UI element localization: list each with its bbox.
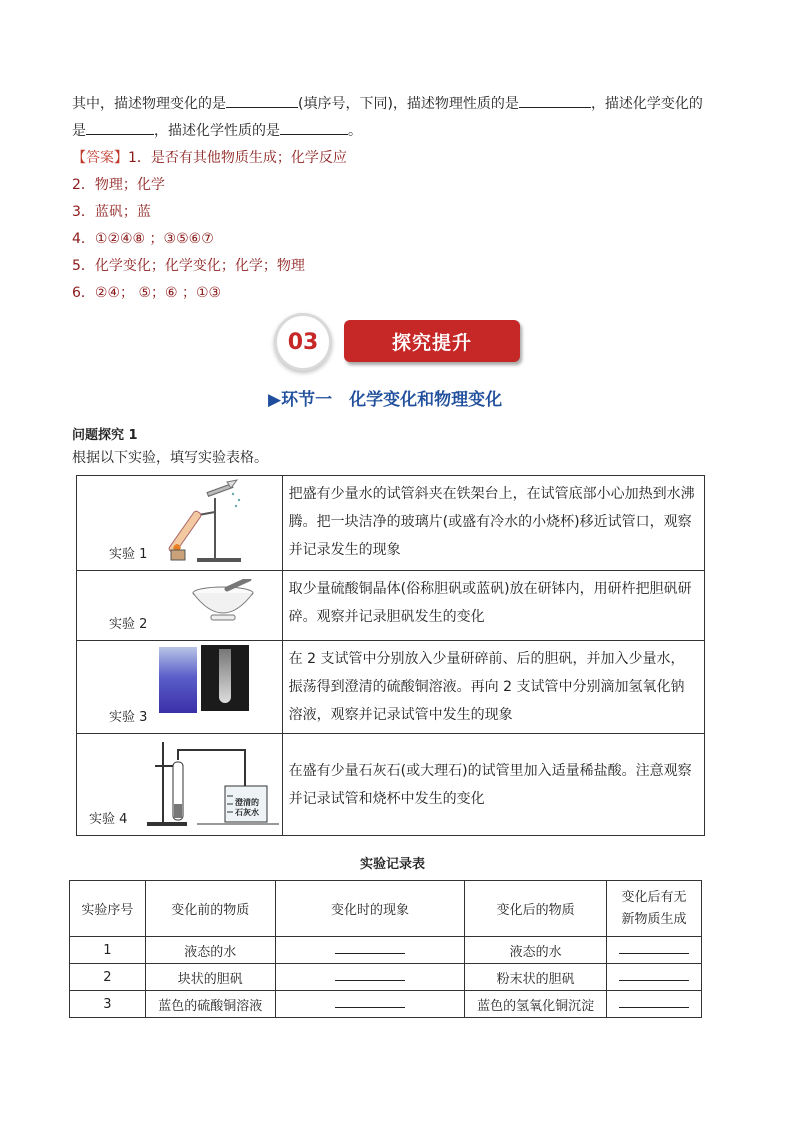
cell-new-substance	[607, 937, 702, 964]
experiment-text: 在 2 支试管中分别放入少量研碎前、后的胆矾，并加入少量水，振荡得到澄清的硫酸铜溶液。再向 2 支试管中分别滴加氢氧化钠溶液，观察并记录试管中发生的现象	[282, 641, 704, 734]
header-cell	[607, 881, 702, 937]
answer-blank[interactable]	[619, 944, 689, 954]
banner-title: 探究提升	[391, 331, 472, 354]
answer-line-4: 4．①②④⑧ ；③⑤⑥⑦	[72, 231, 214, 247]
cell-phenomenon	[275, 964, 465, 991]
experiment-row	[77, 641, 705, 734]
answer-blank[interactable]	[226, 94, 298, 108]
answer-blank[interactable]	[280, 121, 348, 135]
answer-line-5: 5．化学变化；化学变化；化学；物理	[72, 258, 305, 274]
header-line: 变化后有无	[621, 889, 687, 905]
cell-after: 粉末状的胆矾	[465, 964, 607, 991]
cell-new-substance	[607, 991, 702, 1018]
problem-heading: 问题探究 1	[72, 428, 138, 443]
cell-before: 液态的水	[145, 937, 275, 964]
table-row	[70, 937, 702, 964]
record-header-row	[70, 881, 702, 937]
cell-new-substance	[607, 964, 702, 991]
gas-apparatus-icon	[145, 738, 281, 830]
experiments-table	[76, 475, 705, 836]
cell-phenomenon	[275, 937, 465, 964]
cell-no: 1	[70, 937, 146, 964]
header-line: 新物质生成	[621, 911, 687, 927]
question-text: ，描述化学变化的	[590, 96, 703, 112]
question-text: ，描述化学性质的是	[154, 123, 280, 139]
heating-test-tube-icon	[163, 478, 263, 564]
cell-after: 液态的水	[465, 937, 607, 964]
cell-no: 2	[70, 964, 146, 991]
answer-line-1	[72, 148, 347, 168]
mortar-pestle-icon	[187, 579, 259, 625]
question-text: 其中，描述物理变化的是	[72, 96, 226, 112]
banner-number: 03	[287, 329, 319, 355]
blue-solution-photo	[159, 647, 197, 713]
table-row	[70, 991, 702, 1018]
record-table	[69, 880, 702, 1018]
experiment-row	[77, 476, 705, 571]
question-line-2	[72, 121, 362, 141]
answer-line-6: 6．②④； ⑤；⑥ ；①③	[72, 285, 222, 301]
experiment-row	[77, 734, 705, 836]
answer-line-2: 2．物理；化学	[72, 177, 165, 193]
answer-blank[interactable]	[335, 971, 405, 981]
record-table-title: 实验记录表	[360, 857, 426, 872]
answer-tag: 【答案】	[72, 150, 128, 166]
answer-blank[interactable]	[86, 121, 154, 135]
experiment-label: 实验 1	[109, 547, 148, 562]
header-cell: 实验序号	[70, 881, 146, 937]
answer-blank[interactable]	[335, 944, 405, 954]
experiment-label: 实验 4	[89, 812, 128, 827]
question-line-1	[72, 94, 703, 114]
section-title: ▶环节一 化学变化和物理变化	[268, 390, 503, 410]
problem-instruction: 根据以下实验，填写实验表格。	[72, 450, 268, 466]
apparatus-caption	[235, 798, 259, 818]
cell-after: 蓝色的氢氧化铜沉淀	[465, 991, 607, 1018]
experiment-label: 实验 2	[109, 617, 148, 632]
experiment-image-cell	[77, 734, 283, 836]
answer-blank[interactable]	[619, 998, 689, 1008]
cell-before: 蓝色的硫酸铜溶液	[145, 991, 275, 1018]
table-row	[70, 964, 702, 991]
section-banner-bar	[344, 320, 520, 362]
experiment-text: 取少量硫酸铜晶体(俗称胆矾或蓝矾)放在研钵内，用研杵把胆矾研碎。观察并记录胆矾发生的变化	[282, 571, 704, 641]
test-tube-photo	[201, 645, 249, 711]
experiment-text: 把盛有少量水的试管斜夹在铁架台上，在试管底部小心加热到水沸腾。把一块洁净的玻璃片(或盛有冷水的小烧杯)移近试管口，观察并记录发生的现象	[282, 476, 704, 571]
cell-phenomenon	[275, 991, 465, 1018]
answer-line-3: 3．蓝矾；蓝	[72, 204, 151, 220]
experiment-image-cell	[77, 476, 283, 571]
answer-item: 1．是否有其他物质生成；化学反应	[128, 150, 347, 166]
question-text: 是	[72, 123, 86, 139]
answer-blank[interactable]	[619, 971, 689, 981]
cell-no: 3	[70, 991, 146, 1018]
experiment-row	[77, 571, 705, 641]
caption-line: 澄清的	[235, 798, 259, 807]
answer-blank[interactable]	[335, 998, 405, 1008]
experiment-image-cell	[77, 641, 283, 734]
experiment-label: 实验 3	[109, 710, 148, 725]
cell-before: 块状的胆矾	[145, 964, 275, 991]
section-number-badge	[274, 313, 332, 371]
header-cell: 变化时的现象	[275, 881, 465, 937]
caption-line: 石灰水	[235, 808, 259, 817]
question-text: (填序号，下同)，描述物理性质的是	[298, 96, 519, 112]
header-cell: 变化前的物质	[145, 881, 275, 937]
experiment-image-cell	[77, 571, 283, 641]
answer-blank[interactable]	[519, 94, 591, 108]
question-text: 。	[348, 123, 362, 139]
experiment-text: 在盛有少量石灰石(或大理石)的试管里加入适量稀盐酸。注意观察并记录试管和烧杯中发生的变化	[282, 734, 704, 836]
header-cell: 变化后的物质	[465, 881, 607, 937]
